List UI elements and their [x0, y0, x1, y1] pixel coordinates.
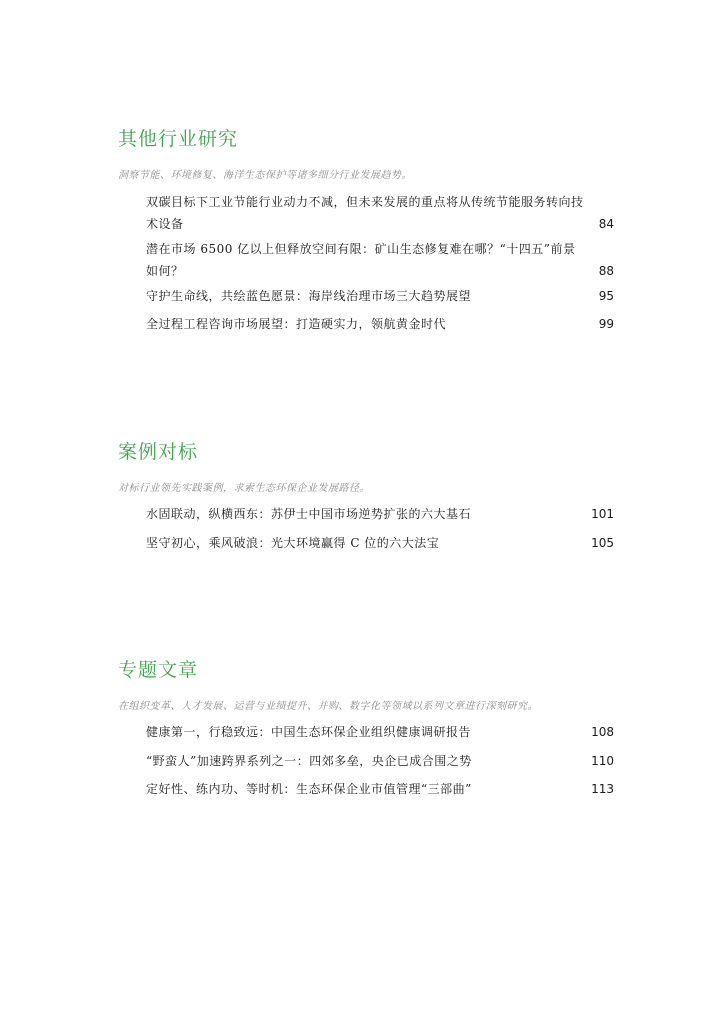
toc-entry-page: 99: [598, 317, 614, 331]
section-title: 案例对标: [118, 441, 199, 463]
toc-entry[interactable]: [146, 313, 614, 335]
toc-entry-page: 101: [591, 507, 614, 521]
toc-entry-title: 潜在市场 6500 亿以上但释放空间有限：矿山生态修复难在哪？“十四五”前景如何？: [146, 242, 576, 278]
toc-entry[interactable]: [146, 721, 614, 743]
toc-entry-title: 水固联动，纵横西东：苏伊士中国市场逆势扩张的六大基石: [146, 507, 472, 521]
section-title: 专题文章: [118, 659, 199, 681]
toc-entry-page: 95: [598, 289, 614, 303]
toc-entry-title: “野蛮人”加速跨界系列之一：四郊多垒，央企已成合围之势: [146, 754, 472, 768]
toc-entry[interactable]: [146, 778, 614, 800]
toc-entry-page: 84: [598, 217, 614, 231]
toc-entry-page: 113: [591, 782, 614, 796]
toc-entry[interactable]: [146, 285, 614, 307]
toc-entry-page: 88: [598, 264, 614, 278]
toc-entry-title: 双碳目标下工业节能行业动力不减，但未来发展的重点将从传统节能服务转向技术设备: [146, 195, 584, 231]
toc-entry-title: 坚守初心，乘风破浪：光大环境赢得 C 位的六大法宝: [146, 536, 440, 550]
toc-entry-title: 守护生命线，共绘蓝色愿景：海岸线治理市场三大趋势展望: [146, 289, 472, 303]
toc-entry-title: 全过程工程咨询市场展望：打造硬实力，领航黄金时代: [146, 317, 447, 331]
section-subtitle: 在组织变革、人才发展、运营与业绩提升、并购、数字化等领域以系列文章进行深刻研究。: [118, 701, 538, 712]
section-title: 其他行业研究: [118, 128, 239, 150]
section-subtitle: 洞察节能、环境修复、海洋生态保护等诸多细分行业发展趋势。: [118, 170, 412, 181]
toc-entry-page: 105: [591, 536, 614, 550]
toc-entry-page: 110: [591, 754, 614, 768]
toc-entry-title: 定好性、练内功、等时机：生态环保企业市值管理“三部曲”: [146, 782, 472, 796]
toc-entry[interactable]: [146, 532, 614, 554]
toc-entry[interactable]: [146, 503, 614, 525]
toc-entry[interactable]: [146, 750, 614, 772]
toc-entry-title: 健康第一，行稳致远：中国生态环保企业组织健康调研报告: [146, 725, 472, 739]
toc-entry[interactable]: [146, 191, 614, 235]
section-subtitle: 对标行业领先实践案例，求索生态环保企业发展路径。: [118, 483, 370, 494]
toc-entry[interactable]: [146, 238, 614, 282]
toc-entry-page: 108: [591, 725, 614, 739]
